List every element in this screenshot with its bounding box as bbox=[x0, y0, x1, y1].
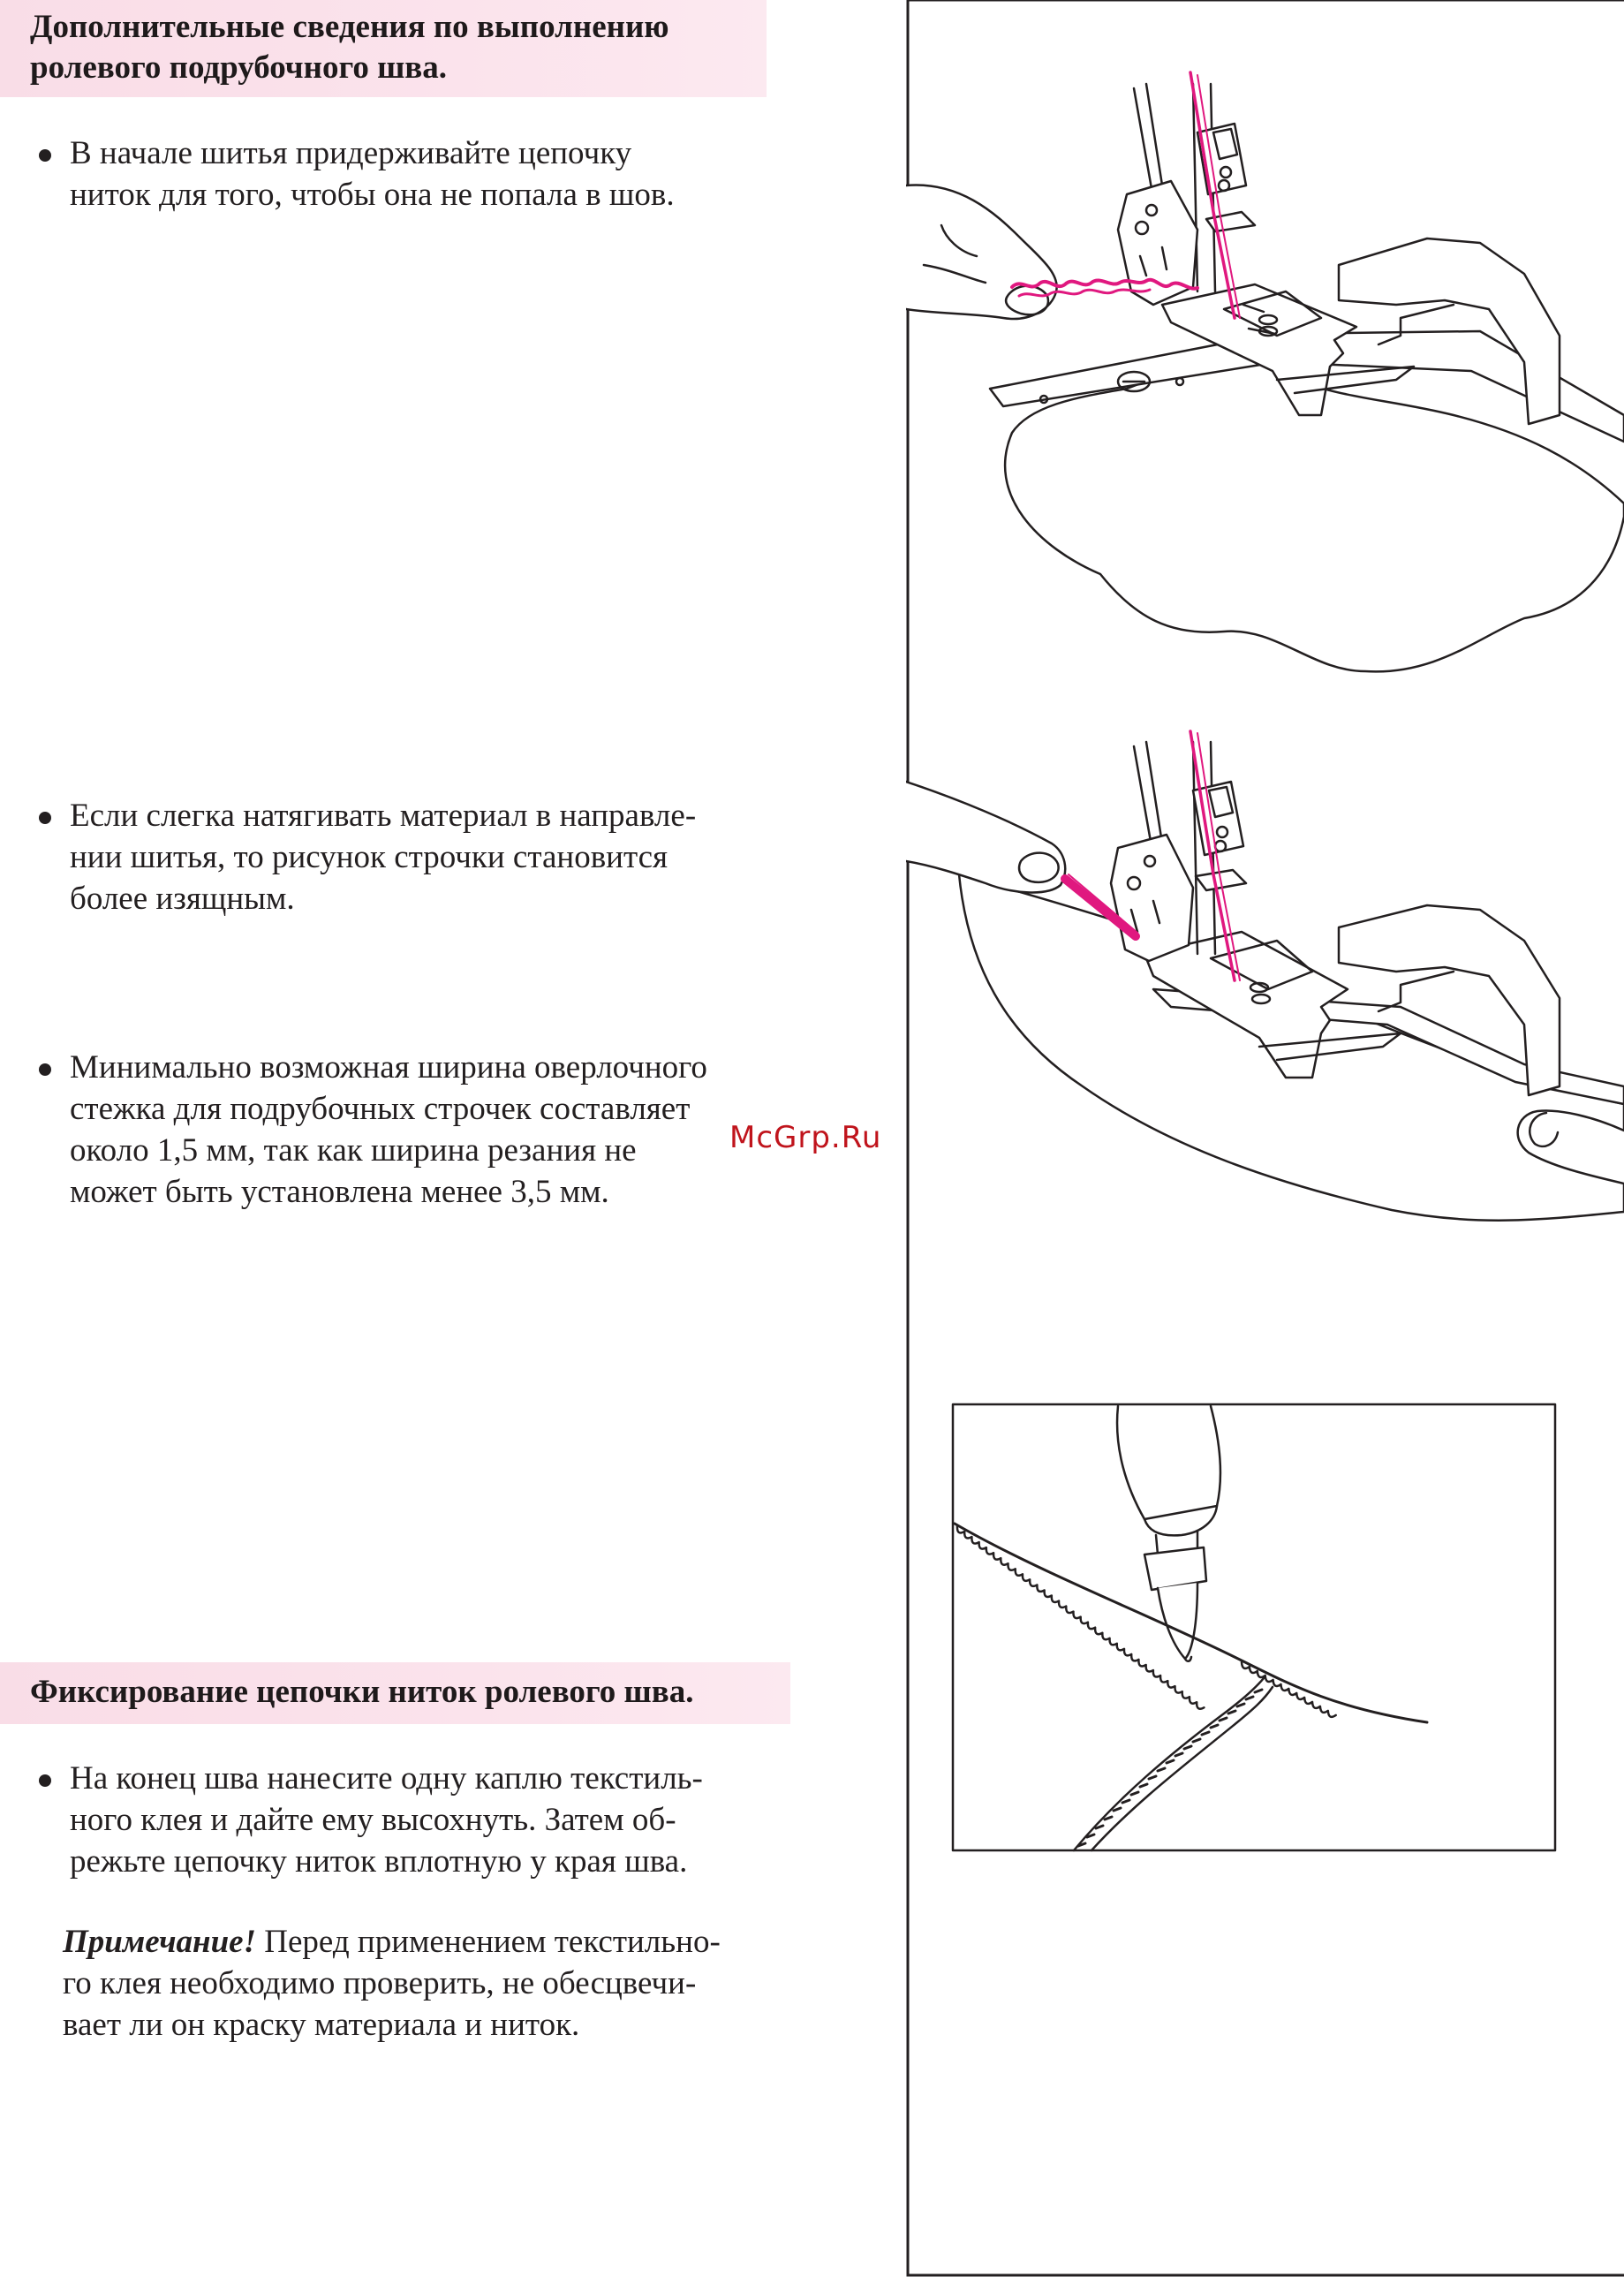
illustration-panel bbox=[906, 0, 1624, 2277]
bullet-text: Минимально возможная ширина оверлочного стежка для подрубочных строчек составляет около 1,5 мм, так как ширина резания не может быть установлена менее 3,5 мм. bbox=[70, 1049, 707, 1210]
bullet-dot-icon bbox=[39, 812, 51, 824]
bullet-text: На конец шва нанесите одну каплю текстиль- ного клея и дайте ему высохнуть. Затем об- режьте цепочку ниток вплотную у края шва. bbox=[70, 1760, 703, 1880]
section-heading-fixing-chain bbox=[0, 1662, 790, 1724]
bullet-text: Если слегка натягивать материал в направле- нии шитья, то рисунок строчки становится более изящным. bbox=[70, 798, 697, 917]
illustration-fabric-tensioned bbox=[906, 731, 1624, 1221]
bullet-dot-icon bbox=[39, 1774, 51, 1787]
illustration-glue-on-chain bbox=[931, 1404, 1555, 1850]
bullet-text: В начале шитья придерживайте цепочку ниток для того, чтобы она не попала в шов. bbox=[70, 135, 675, 213]
bullet-hold-thread-chain bbox=[39, 132, 798, 216]
bullet-dot-icon bbox=[39, 1063, 51, 1076]
bullet-apply-glue bbox=[39, 1758, 798, 1882]
illustration-thread-chain-held bbox=[906, 72, 1624, 671]
section-heading-text: Фиксирование цепочки ниток ролевого шва. bbox=[30, 1674, 694, 1710]
section-heading-text: Дополнительные сведения по выполнению ролевого подрубочного шва. bbox=[30, 9, 669, 86]
note-text: Перед применением текстильно- го клея необходимо проверить, не обесцвечи- вает ли он краску материала и ниток. bbox=[63, 1924, 721, 2043]
section-heading-rolled-hem-info bbox=[0, 0, 767, 97]
bullet-dot-icon bbox=[39, 149, 51, 162]
note-label: Примечание! bbox=[63, 1924, 257, 1960]
watermark: McGrp.Ru bbox=[729, 1120, 882, 1155]
bullet-minimum-width bbox=[39, 1047, 798, 1213]
bullet-tension-fabric bbox=[39, 795, 798, 919]
note-block bbox=[63, 1921, 804, 2046]
